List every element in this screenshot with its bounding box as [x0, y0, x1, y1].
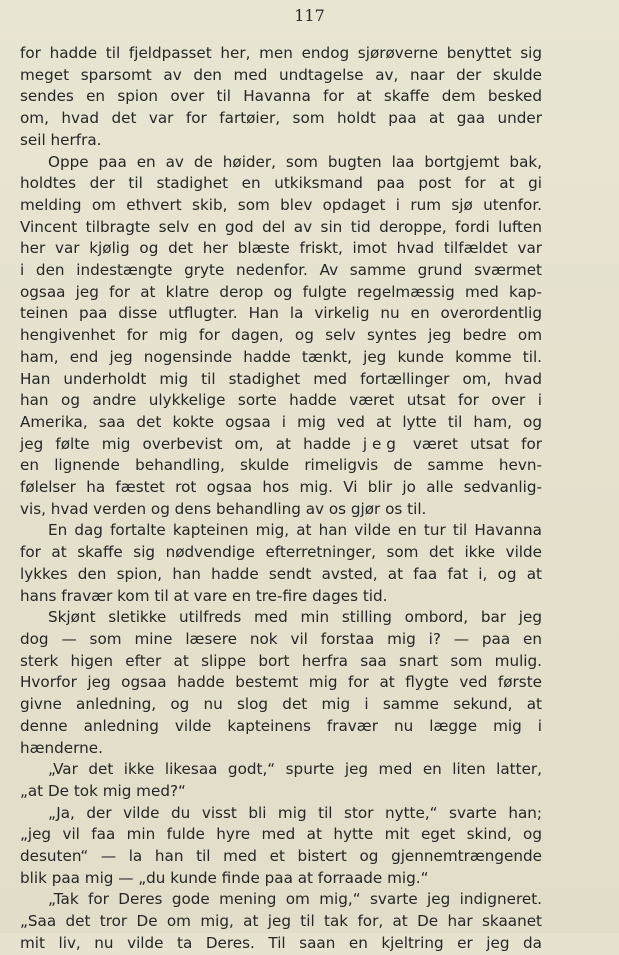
text-line: for hadde til fjeldpasset her, men endog sjørøverne benyttet sig	[20, 44, 542, 62]
text-line: dog — som mine læsere nok vil forstaa mig i? — paa en	[20, 629, 542, 648]
text-line: „jeg vil faa min fulde hyre med at hytte mit eget skind, og	[20, 825, 542, 844]
text-line: om, hvad det var for fartøier, som holdt paa at gaa under	[20, 109, 542, 128]
text-line: „Var det ikke likesaa godt,“ spurte jeg med en liten latter,	[48, 760, 542, 779]
text-line: her var kjølig og det her blæste friskt, imot hvad tilfældet var	[20, 239, 542, 258]
text-line: Hvorfor jeg ogsaa hadde bestemt mig for at flygte ved første	[20, 673, 542, 692]
text-line: givne anledning, og nu slog det mig i samme sekund, at	[20, 695, 542, 714]
text-line: „at De tok mig med?“	[20, 781, 186, 800]
text-line: vis, hvad verden og dens behandling av os gjør os til.	[20, 499, 427, 518]
text-line: ham, end jeg nogensinde hadde tænkt, jeg kunde komme til.	[20, 347, 542, 366]
text-line: melding om ethvert skib, som blev opdaget i rum sjø utenfor.	[20, 195, 542, 214]
text-line: for at skaffe sig nødvendige efterretninger, som det ikke vilde	[20, 543, 542, 562]
text-line: Skjønt sletikke utilfreds med min stilling ombord, bar jeg	[48, 608, 542, 627]
text-line: „Saa det tror De om mig, at jeg til tak for, at De har skaanet	[20, 912, 542, 931]
text-line: følelser ha fæstet rot ogsaa hos mig. Vi blir jo alle sedvanlig-	[20, 478, 542, 497]
text-line: hænderne.	[20, 738, 103, 757]
text-line: blik paa mig — „du kunde finde paa at forraade mig.“	[20, 868, 429, 887]
text-line: Amerika, saa det kokte ogsaa i mig ved at lytte til ham, og	[20, 412, 542, 431]
text-line: ogsaa jeg for at klatre derop og fulgte regelmæssig med kap-	[20, 282, 542, 301]
text-line: sendes en spion over til Havanna for at skaffe dem besked	[20, 87, 542, 106]
text-line: Oppe paa en av de høider, som bugten laa bortgjemt bak,	[48, 152, 542, 171]
text-line: en lignende behandling, skulde rimeligvis de samme hevn-	[20, 456, 542, 475]
text-line: seil herfra.	[20, 130, 102, 149]
emphasized-word: jeg	[362, 434, 401, 453]
text-line: sterk higen efter at slippe bort herfra saa snart som mulig.	[20, 651, 542, 670]
text-line-emphasis	[20, 434, 542, 456]
text-line: holdtes der til stadighet en utkiksmand paa post for at gi	[20, 174, 542, 193]
text-line: „Ja, der vilde du visst bli mig til stor nytte,“ svarte han;	[48, 803, 542, 822]
text-line: „Tak for Deres gode mening om mig,“ svarte jeg indigneret.	[48, 890, 542, 909]
text-line: Vincent tilbragte selv en god del av sin tid deroppe, fordi luften	[20, 217, 542, 236]
text-line: Han underholdt mig til stadighet med fortællinger om, hvad	[20, 369, 542, 388]
text-line: teinen paa disse utflugter. Han la virkelig nu en overordentlig	[20, 304, 542, 323]
text-line: i den indestængte gryte nedenfor. Av samme grund sværmet	[20, 261, 542, 280]
page-number: 117	[294, 6, 325, 25]
text-line: mit liv, nu vilde ta Deres. Til saan en kjeltring er jeg da	[20, 933, 542, 952]
text-line: han og andre ulykkelige sorte hadde været utsat for over i	[20, 391, 542, 410]
text-line: meget sparsomt av den med undtagelse av, naar der skulde	[20, 65, 542, 84]
body-text	[20, 43, 542, 955]
text-line: hengivenhet for mig for dagen, og selv syntes jeg bedre om	[20, 326, 542, 345]
text-line: hans fravær kom til at vare en tre-fire dages tid.	[20, 586, 388, 605]
text-line: lykkes den spion, han hadde sendt avsted, at faa fat i, og at	[20, 564, 542, 583]
text-line: desuten“ — la han til med et bistert og gjennemtrængende	[20, 847, 542, 866]
text-line: En dag fortalte kapteinen mig, at han vilde en tur til Havanna	[48, 521, 542, 540]
text-segment: jeg følte mig overbevist om, at hadde	[20, 434, 363, 453]
text-line: denne anledning vilde kapteinens fravær nu lægge mig i	[20, 716, 542, 735]
text-segment: været utsat for	[400, 434, 542, 453]
